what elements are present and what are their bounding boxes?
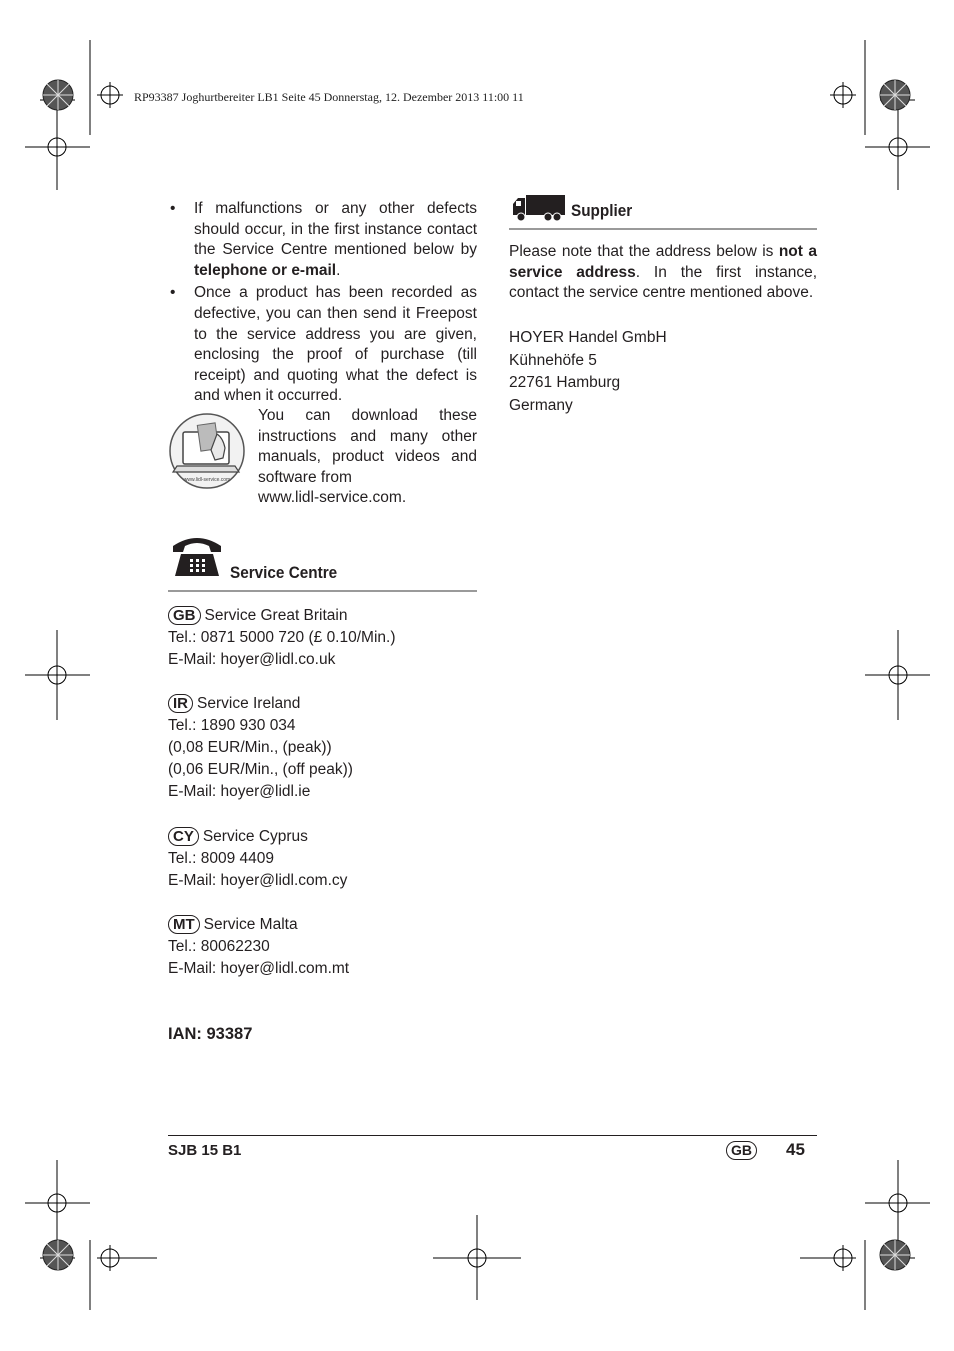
list-item: • Once a product has been recorded as defective, you can then send it Freepost to the service address you are given, enclosing the proof of purchase (till receipt) and quoting what the defect is and when it occurred. (168, 283, 477, 407)
model-number: SJB 15 B1 (168, 1142, 242, 1159)
ian-number: IAN: 93387 (168, 1025, 253, 1043)
list-item: • If malfunctions or any other defects should occur, in the first instance contact the Service Centre mentioned below by telephone or e-mail. (168, 199, 477, 281)
bullet-list (168, 199, 477, 407)
download-text: You can download these instructions and many other manuals, product videos and software from www.lidl-service.com. (258, 407, 477, 507)
service-entries (168, 605, 477, 980)
section-divider (509, 228, 817, 230)
email-link[interactable]: E-Mail: hoyer@lidl.com.mt (168, 960, 350, 977)
supplier-note: Please note that the address below is not a service address. In the first instance, contact the service centre mentioned above. (509, 243, 818, 302)
telephone-icon (171, 534, 223, 578)
email-link[interactable]: E-Mail: hoyer@lidl.ie (168, 783, 311, 800)
svg-text:www.lidl-service.com: www.lidl-service.com (183, 477, 231, 483)
download-illustration (169, 412, 249, 490)
footer-divider (168, 1135, 817, 1136)
country-badge: IR (168, 694, 193, 713)
section-divider (168, 590, 477, 592)
download-link[interactable]: www.lidl-service.com. (258, 489, 407, 507)
service-entry-mt: MT Service Malta Tel.: 80062230 E-Mail: hoyer@lidl.com.mt (168, 914, 477, 980)
supplier-title: Supplier (571, 201, 633, 220)
country-badge: MT (168, 915, 200, 934)
country-badge: CY (168, 827, 199, 846)
service-entry-cy: CY Service Cyprus Tel.: 8009 4409 E-Mail: hoyer@lidl.com.cy (168, 826, 477, 892)
service-centre-title: Service Centre (230, 563, 338, 582)
email-link[interactable]: E-Mail: hoyer@lidl.com.cy (168, 872, 348, 889)
service-entry-gb: GB Service Great Britain Tel.: 0871 5000 720 (£ 0.10/Min.) E-Mail: hoyer@lidl.co.uk (168, 605, 477, 671)
country-badge: GB (168, 606, 201, 625)
page-number: 45 (786, 1140, 805, 1159)
email-link[interactable]: E-Mail: hoyer@lidl.co.uk (168, 651, 336, 668)
supplier-address: HOYER Handel GmbH Kühnehöfe 5 22761 Hamburg Germany (509, 329, 667, 414)
footer-lang-badge: GB (726, 1141, 761, 1160)
truck-icon (512, 194, 566, 222)
service-entry-ir: IR Service Ireland Tel.: 1890 930 034 (0,08 EUR/Min., (peak)) (0,06 EUR/Min., (off peak)) E-Mail: hoyer@lidl.ie (168, 693, 477, 803)
print-header: RP93387 Joghurtbereiter LB1 Seite 45 Donnerstag, 12. Dezember 2013 11:00 11 (134, 90, 524, 104)
